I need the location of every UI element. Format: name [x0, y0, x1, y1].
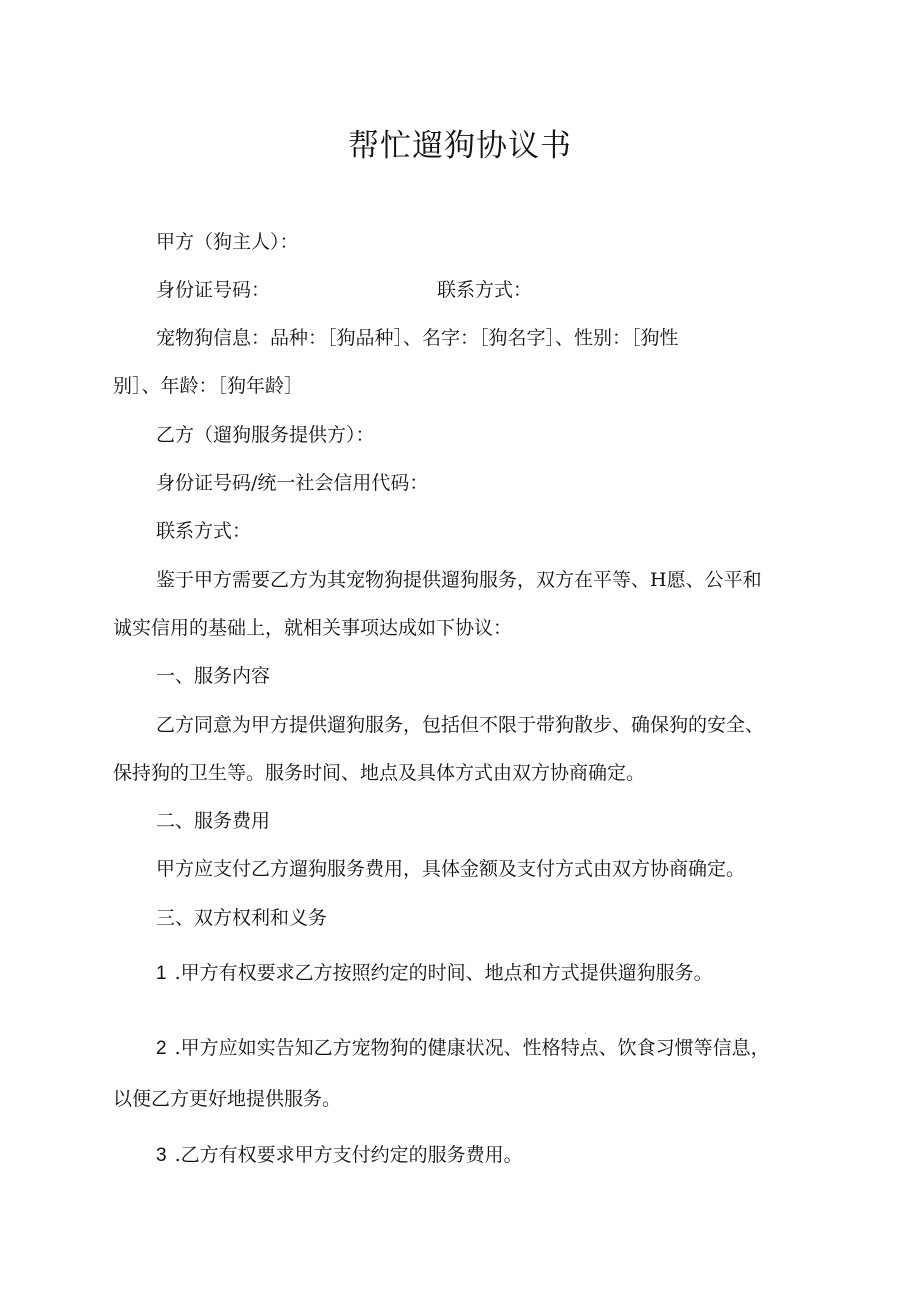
item-2-text-1: .甲方应如实告知乙方宠物狗的健康状况、性格特点、饮食习惯等信息，: [174, 1037, 770, 1059]
item-1-number: 1: [156, 963, 167, 984]
pet-info-line-2: 别］、年龄：［狗年龄］: [113, 375, 304, 397]
section-1-line-1: 乙方同意为甲方提供遛狗服务，包括但不限于带狗散步、确保狗的安全、: [156, 714, 765, 736]
section-3-item-2-line-1: [156, 1032, 803, 1065]
party-a-id-row: [156, 274, 803, 306]
party-b-label: 乙方（遛狗服务提供方）：: [156, 424, 375, 446]
section-2-line-1: 甲方应支付乙方遛狗服务费用，具体金额及支付方式由双方协商确定。: [156, 858, 746, 880]
party-b-id-label: 身份证号码/统一社会信用代码：: [156, 472, 429, 494]
party-b-contact-label: 联系方式：: [156, 520, 252, 542]
item-1-text: .甲方有权要求乙方按照约定的时间、地点和方式提供遛狗服务。: [174, 962, 713, 984]
preamble-line-2: 诚实信用的基础上，就相关事项达成如下协议：: [113, 617, 513, 639]
section-1-line-2: 保持狗的卫生等。服务时间、地点及具体方式由双方协商确定。: [113, 762, 646, 784]
section-3-item-1: [156, 957, 803, 990]
document-title: 帮忙遛狗协议书: [348, 128, 572, 164]
preamble-line-1: 鉴于甲方需要乙方为其宠物狗提供遛狗服务，双方在平等、H愿、公平和: [156, 569, 762, 591]
item-3-number: 3: [156, 1145, 167, 1166]
section-3-heading: 三、双方权利和义务: [156, 907, 328, 929]
party-a-id-label: 身份证号码：: [156, 279, 271, 301]
section-3-item-2-line-2: 以便乙方更好地提供服务。: [113, 1088, 342, 1110]
pet-info-text-1: 宠物狗信息：品种：［狗品种］、名字：［狗名字］、性别：［狗性: [156, 327, 679, 349]
party-a-contact-label: 联系方式：: [437, 279, 533, 301]
party-a-label: 甲方（狗主人）：: [156, 231, 299, 253]
pet-info-line-1: [156, 322, 803, 354]
section-3-item-3: [156, 1139, 803, 1172]
item-2-number: 2: [156, 1038, 167, 1059]
item-3-text: .乙方有权要求甲方支付约定的服务费用。: [174, 1144, 523, 1166]
section-2-heading: 二、服务费用: [156, 810, 271, 832]
section-1-heading: 一、服务内容: [156, 665, 271, 687]
